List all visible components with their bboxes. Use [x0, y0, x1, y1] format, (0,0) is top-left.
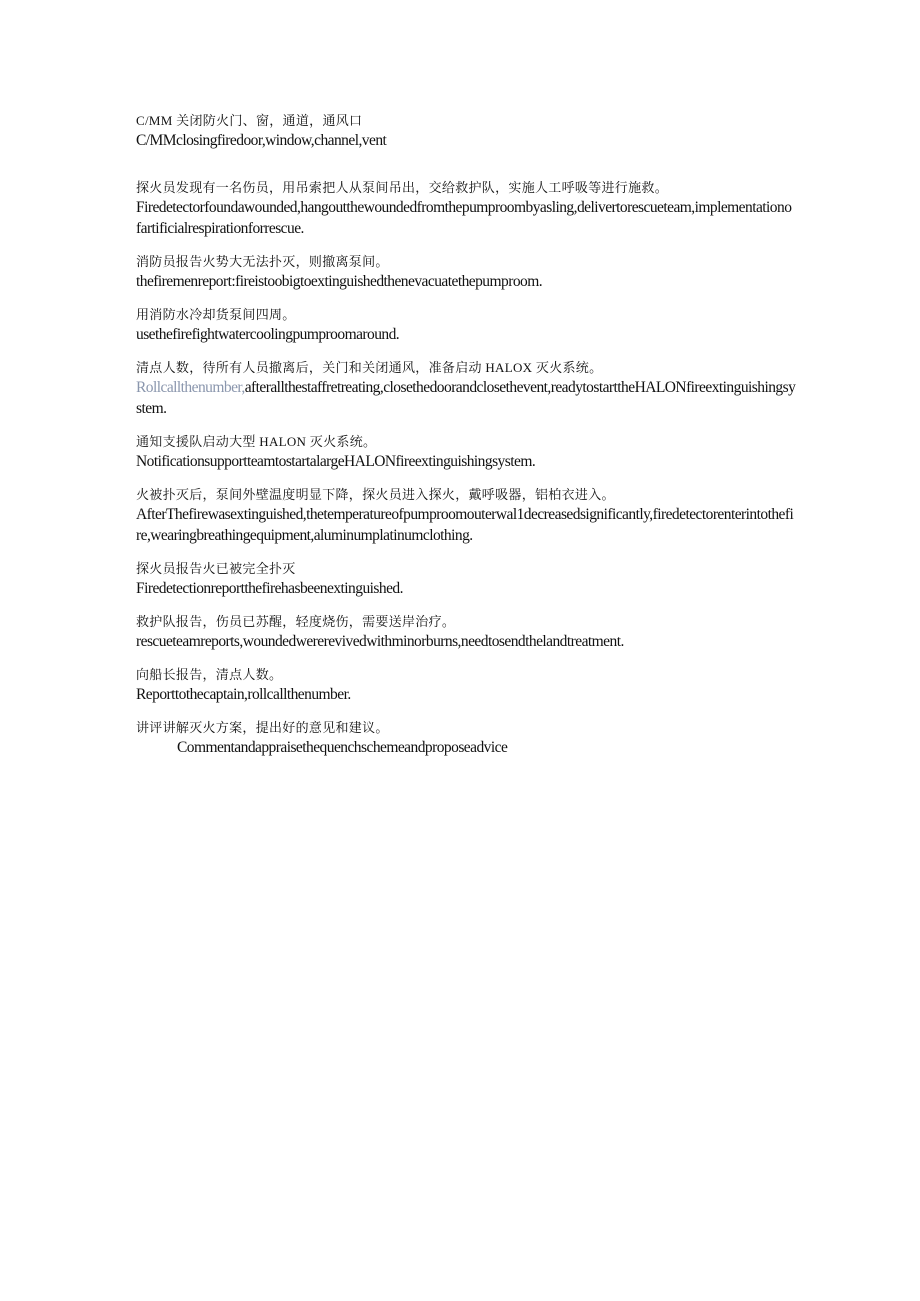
paragraph-english	[136, 377, 796, 419]
paragraph-close-fire-door	[136, 112, 796, 151]
paragraph-english: AfterThefirewasextinguished,thetemperatureofpumproomouterwal1decreasedsignificantly,firedetectorenterintothefire,wearingbreathingequipment,aluminumplatinumclothing.	[136, 506, 794, 544]
paragraph-comment-appraise	[136, 719, 796, 758]
paragraph-english: Firedetectionreportthefirehasbeenextinguished.	[136, 580, 403, 597]
paragraph-chinese: 通知支援队启动大型 HALON 灭火系统。	[136, 434, 377, 449]
paragraph-chinese: 用消防水冷却货泵间四周。	[136, 307, 296, 322]
paragraph-english-rest: afterallthestaffretreating,closethedoorandclosethevent,readytostarttheHALONfireextinguishingsystem.	[136, 379, 796, 417]
paragraph-chinese: 讲评讲解灭火方案，提出好的意见和建议。	[136, 720, 389, 735]
paragraph-chinese: 救护队报告，伤员已苏醒，轻度烧伤，需要送岸治疗。	[136, 614, 456, 629]
paragraph-english: Reporttothecaptain,rollcallthenumber.	[136, 686, 351, 703]
paragraph-roll-call-halon	[136, 359, 796, 419]
paragraph-english: Firedetectorfoundawounded,hangoutthewoundedfromthepumproombyasling,delivertorescueteam,implementationofartificialrespirationforrescue.	[136, 199, 792, 237]
paragraph-fire-out-report	[136, 560, 796, 599]
paragraph-chinese: C/MM 关闭防火门、窗，通道，通风口	[136, 113, 363, 128]
paragraph-chinese: 向船长报告，清点人数。	[136, 667, 283, 682]
paragraph-english: Commentandappraisethequenchschemeandproposeadvice	[177, 739, 508, 756]
paragraph-report-captain	[136, 666, 796, 705]
paragraph-english: usethefirefightwatercoolingpumproomaround.	[136, 326, 400, 343]
paragraph-wounded-found	[136, 179, 796, 239]
paragraph-english: NotificationsupportteamtostartalargeHALONfireextinguishingsystem.	[136, 453, 536, 470]
paragraph-english: thefiremenreport:fireistoobigtoextinguishedthenevacuatethepumproom.	[136, 273, 543, 290]
document-body	[136, 112, 796, 758]
paragraph-chinese: 探火员报告火已被完全扑灭	[136, 561, 296, 576]
paragraph-rescue-report	[136, 613, 796, 652]
paragraph-chinese: 探火员发现有一名伤员，用吊索把人从泵间吊出，交给救护队，实施人工呼吸等进行施救。	[136, 180, 669, 195]
paragraph-chinese: 消防员报告火势大无法扑灭，则撤离泵间。	[136, 254, 389, 269]
paragraph-chinese: 火被扑灭后，泵间外壁温度明显下降，探火员进入探火，戴呼吸器，铝柏衣进入。	[136, 487, 615, 502]
paragraph-chinese: 清点人数，待所有人员撤离后，关门和关闭通风，准备启动 HALOX 灭火系统。	[136, 360, 603, 375]
paragraph-english: C/MMclosingfiredoor,window,channel,vent	[136, 132, 387, 149]
paragraph-evacuate-pumproom	[136, 253, 796, 292]
paragraph-notify-support	[136, 433, 796, 472]
paragraph-cooling-water	[136, 306, 796, 345]
paragraph-fire-extinguished-entry	[136, 486, 796, 546]
paragraph-english-muted: Rollcallthenumber,	[136, 379, 245, 396]
paragraph-english: rescueteamreports,woundedwererevivedwithminorburns,needtosendthelandtreatment.	[136, 633, 624, 650]
